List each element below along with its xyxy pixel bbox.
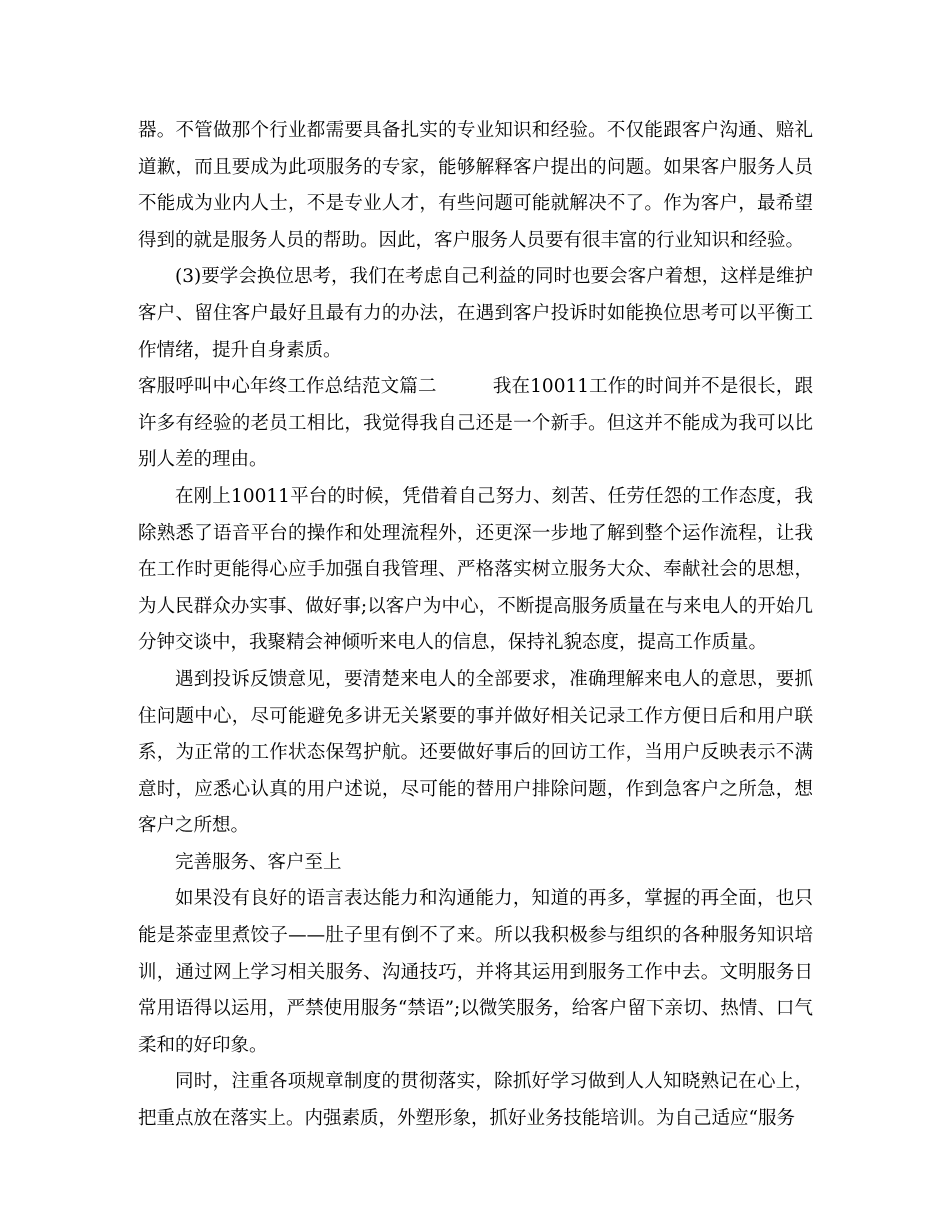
paragraph-complaints: 遇到投诉反馈意见，要清楚来电人的全部要求，准确理解来电人的意思，要抓住问题中心，尽可能避免多讲无关紧要的事并做好相关记录工作方便日后和用户联系，为正常的工作状态保驾护航。还要做好事后的回访工作，当用户反映表示不满意时，应悉心认真的用户述说，尽可能的替用户排除问题，作到急客户之所急，想客户之所想。 — [138, 668, 813, 837]
subheading-service: 完善服务、客户至上 — [175, 851, 342, 873]
paragraph-platform: 在刚上10011平台的时候，凭借着自己努力、刻苦、任劳任怨的工作态度，我除熟悉了语音平台的操作和处理流程外，还更深一步地了解到整个运作流程，让我在工作时更能得心应手加强自我管理、严格落实树立服务大众、奉献社会的思想，为人民群众办实事、做好事;以客户为中心，不断提高服务质量在与来电人的开始几分钟交谈中，我聚精会神倾听来电人的信息，保持礼貌态度，提高工作质量。 — [138, 485, 813, 654]
paragraph-continuation: 器。不管做那个行业都需要具备扎实的专业知识和经验。不仅能跟客户沟通、赔礼道歉，而且要成为此项服务的专家，能够解释客户提出的问题。如果客户服务人员不能成为业内人士，不是专业人才，有些问题可能就解决不了。作为客户，最希望得到的就是服务人员的帮助。因此，客户服务人员要有很丰富的行业知识和经验。 — [138, 120, 813, 251]
section-heading-paragraph — [138, 369, 813, 479]
document-page — [138, 113, 813, 1138]
paragraph-communication: 如果没有良好的语言表达能力和沟通能力，知道的再多，掌握的再全面，也只能是茶壶里煮饺子——肚子里有倒不了来。所以我积极参与组织的各种服务知识培训，通过网上学习相关服务、沟通技巧，并将其运用到服务工作中去。文明服务日常用语得以运用，严禁使用服务“禁语”;以微笑服务，给客户留下亲切、热情、口气柔和的好印象。 — [138, 888, 813, 1056]
section-title: 客服呼叫中心年终工作总结范文篇二 — [138, 376, 437, 398]
paragraph-regulations: 同时，注重各项规章制度的贯彻落实，除抓好学习做到人人知晓熟记在心上，把重点放在落实上。内强素质，外塑形象，抓好业务技能培训。为自己适应“服务 — [138, 1071, 813, 1130]
section-intro-text: 我在10011工作的时间并不是很长，跟许多有经验的老员工相比，我觉得我自己还是一个新手。但这并不能成为我可以比别人差的理由。 — [138, 376, 813, 471]
paragraph-point-3: (3)要学会换位思考，我们在考虑自己利益的同时也要会客户着想，这样是维护客户、留住客户最好且最有力的办法，在遇到客户投诉时如能换位思考可以平衡工作情绪，提升自身素质。 — [138, 266, 813, 361]
